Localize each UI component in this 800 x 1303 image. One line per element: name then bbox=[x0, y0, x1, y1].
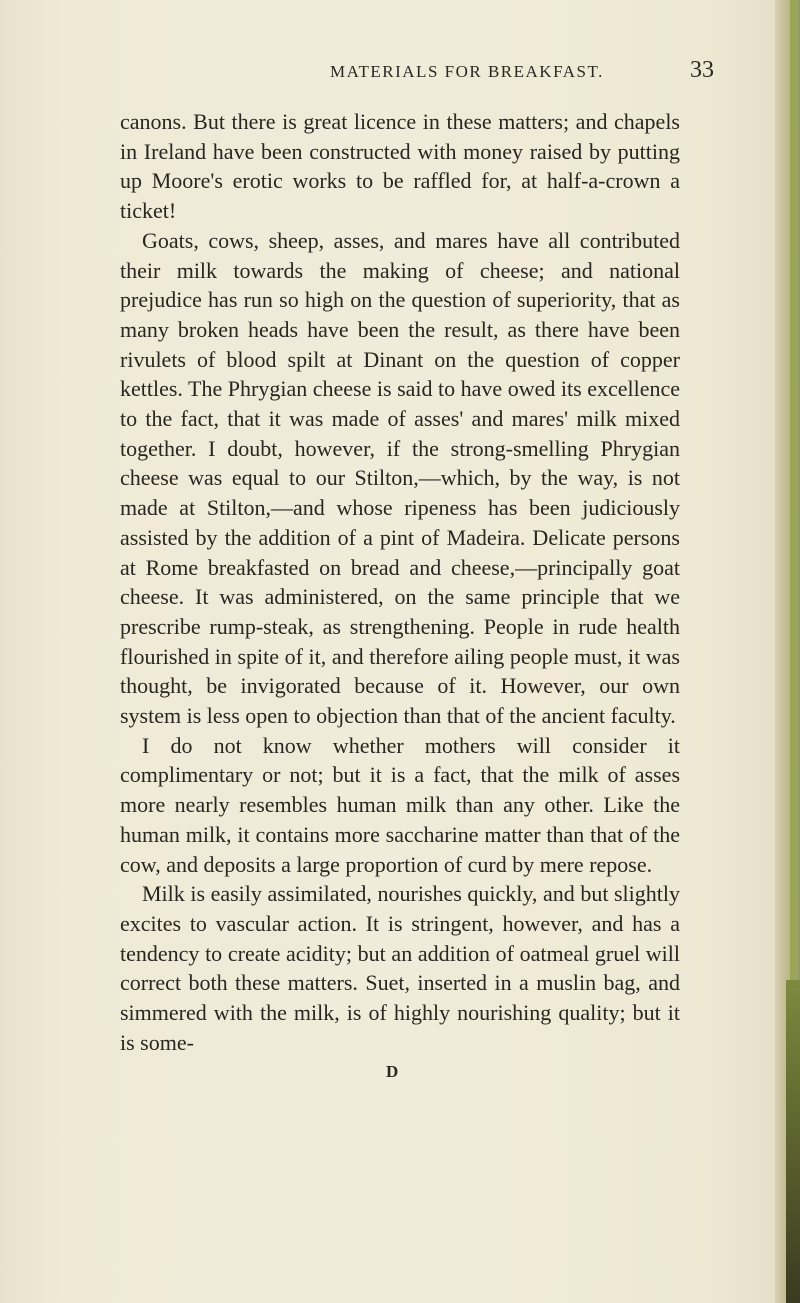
paragraph-1: canons. But there is great licence in these matters; and chapels in Ireland have been constructed with money raised by putting up Moore's erotic works to be raffled for, at half-a-crown a ticket! bbox=[120, 109, 680, 224]
book-spine-edge bbox=[775, 0, 800, 1303]
paragraph-4: Milk is easily assimilated, nourishes quickly, and but slightly excites to vascular action. It is stringent, however, and has a tendency to create acidity; but an addition of oatmeal gruel will correct both these matters. Suet, inserted in a muslin bag, and simmered with the milk, is of highly nourishing quality; but it is some- bbox=[120, 881, 680, 1055]
page-number: 33 bbox=[690, 57, 714, 83]
running-head: MATERIALS FOR BREAKFAST. bbox=[330, 62, 604, 81]
paragraph-2: Goats, cows, sheep, asses, and mares have all contributed their milk towards the making of cheese; and national prejudice has run so high on the question of superiority, that as many broken heads have been the result, as there have been rivulets of blood spilt at Dinant on the question of copper kettles. The Phrygian cheese is said to have owed its excellence to the fact, that it was made of asses' and mares' milk mixed together. I doubt, however, if the strong-smelling Phrygian cheese was equal to our Stilton,—which, by the way, is not made at Stilton,—and whose ripeness has been judiciously assisted by the addition of a pint of Madeira. Delicate persons at Rome breakfasted on bread and cheese,—principally goat cheese. It was administered, on the same principle that we prescribe rump-steak, as strengthening. People in rude health flourished in spite of it, and therefore ailing people must, it was thought, be invigorated because of it. However, our own system is less open to objection than that of the ancient faculty. bbox=[120, 227, 680, 729]
paragraph-3: I do not know whether mothers will consider it complimentary or not; but it is a fact, that the milk of asses more nearly resembles human milk than any other. Like the human milk, it contains more saccharine matter than that of the cow, and deposits a large proportion of curd by mere repose. bbox=[120, 732, 680, 877]
spine-shadow bbox=[786, 980, 800, 1303]
body-text bbox=[120, 107, 680, 1058]
signature-mark: D bbox=[386, 1062, 399, 1081]
